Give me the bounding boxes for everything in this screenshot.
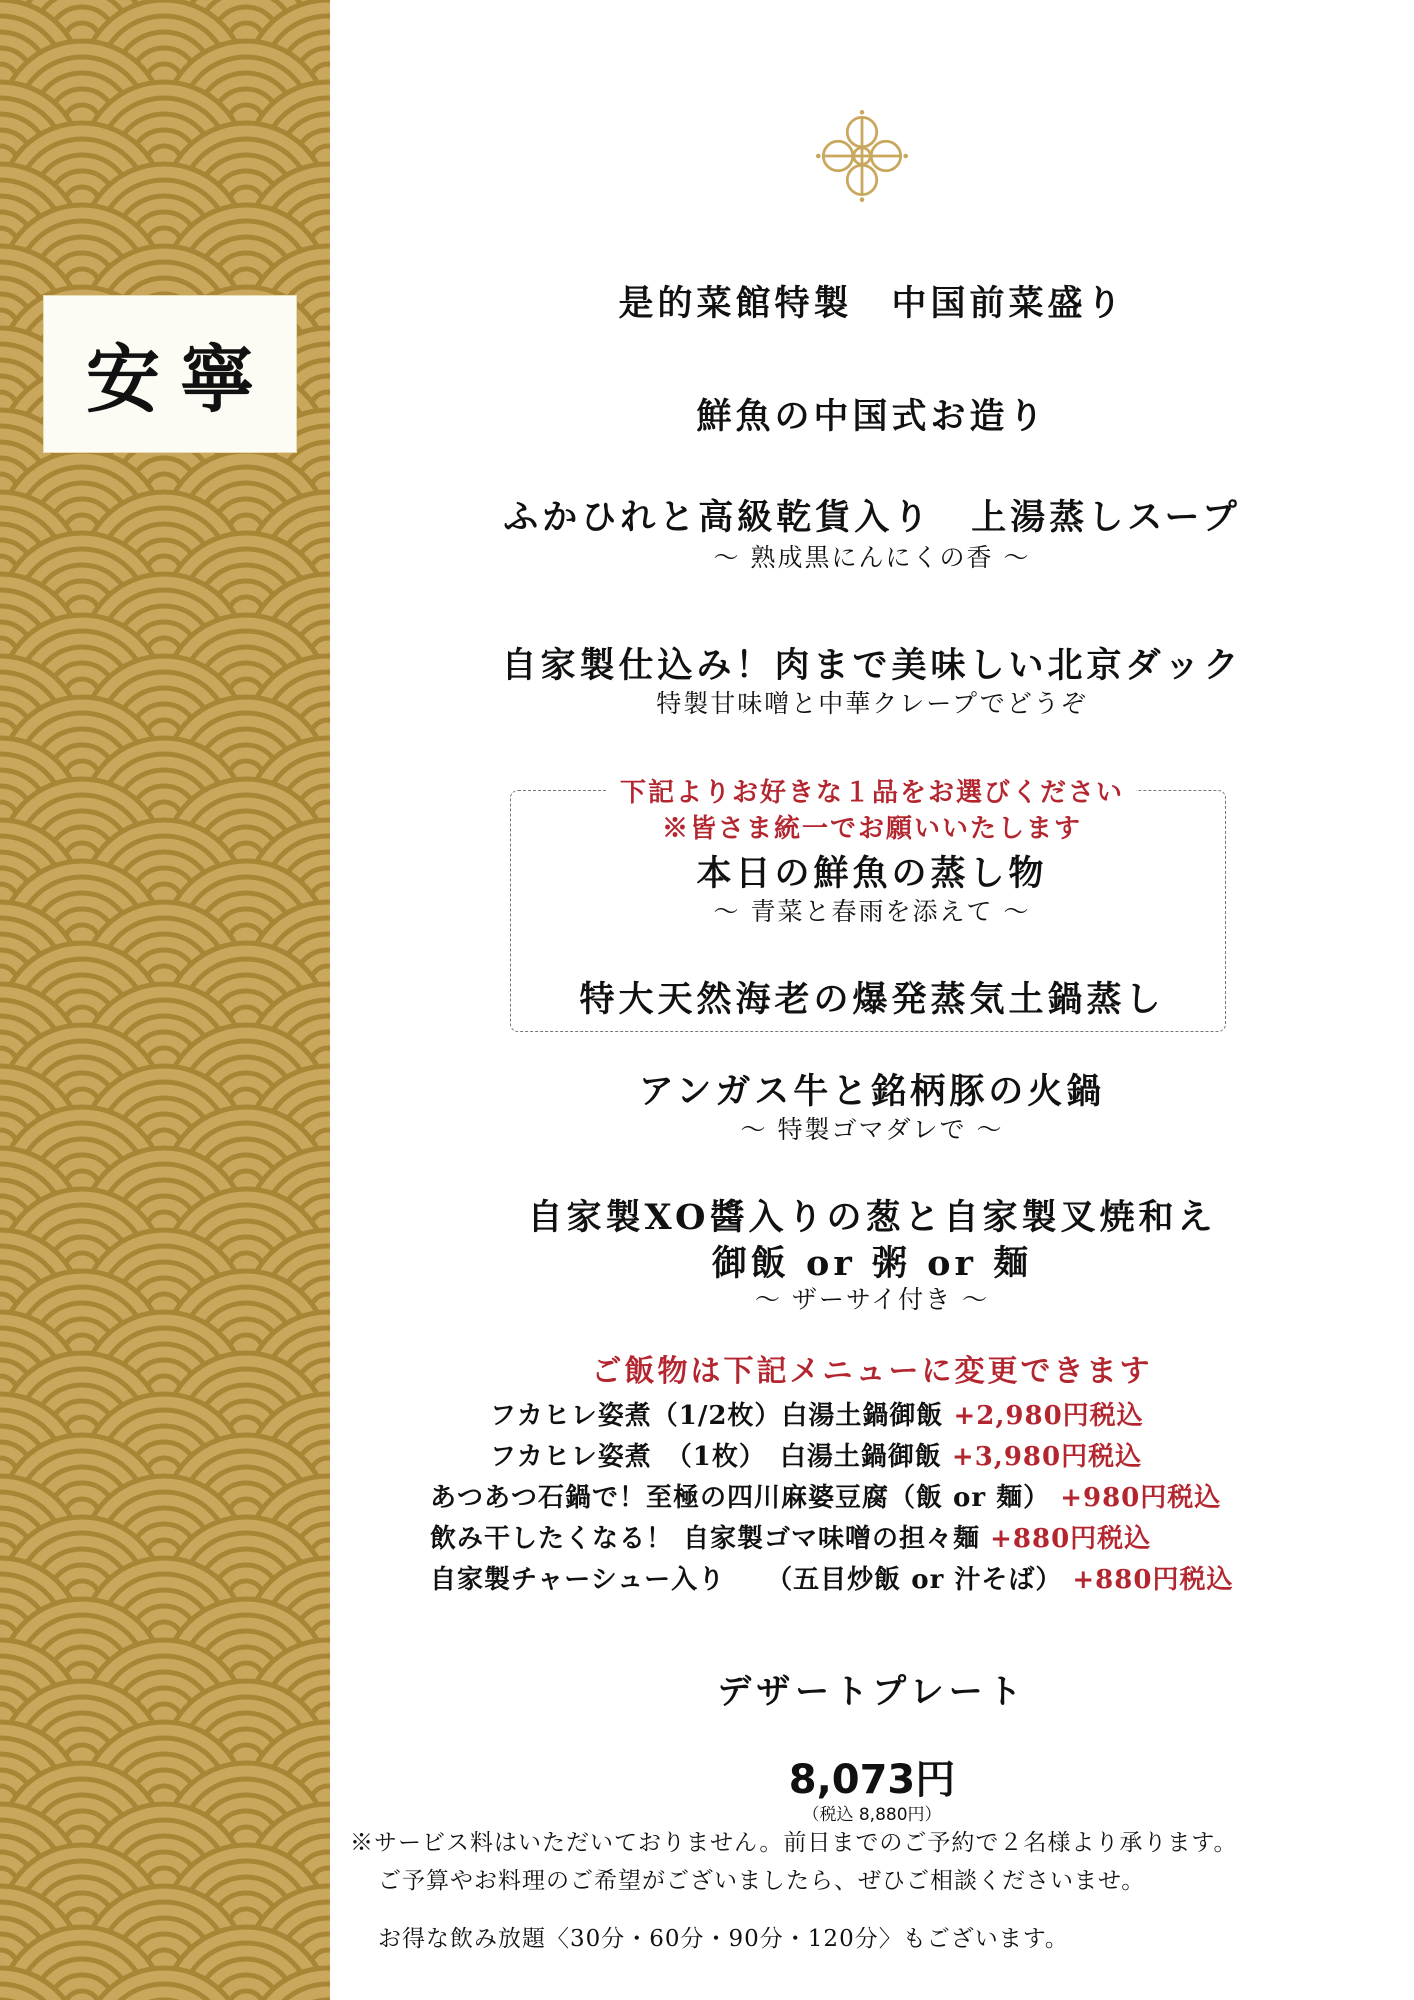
course-price-tax: （税込 8,880円） xyxy=(802,1805,942,1825)
upgrade-item-price: +980円税込 xyxy=(1060,1483,1222,1513)
course-peking-duck: 自家製仕込み！肉まで美味しい北京ダック xyxy=(501,645,1243,686)
course-rice-options: 御飯 or 粥 or 麺 xyxy=(711,1243,1033,1284)
course-hotpot: アンガス牛と銘柄豚の火鍋 xyxy=(638,1071,1106,1112)
upgrade-item-price: +3,980円税込 xyxy=(951,1442,1143,1472)
upgrade-item xyxy=(430,1559,1233,1596)
upgrade-item-name: フカヒレ姿煮 （1枚） 白湯土鍋御飯 xyxy=(490,1442,942,1472)
course-rice-note: ～ ザーサイ付き ～ xyxy=(754,1285,990,1314)
course-price: 8,073円 xyxy=(788,1757,956,1803)
upgrade-item-name: あつあつ石鍋で！至極の四川麻婆豆腐（飯 or 麺） xyxy=(430,1483,1051,1513)
footnote-consult: ご予算やお料理のご希望がございましたら、ぜひご相談くださいませ。 xyxy=(378,1868,1146,1894)
choice-option-fish-note: ～ 青菜と春雨を添えて ～ xyxy=(713,897,1031,926)
upgrade-item xyxy=(430,1477,1221,1514)
course-rice: 自家製XO醬入りの葱と自家製叉焼和え xyxy=(527,1197,1217,1238)
course-soup-note: ～ 熟成黒にんにくの香 ～ xyxy=(713,543,1031,572)
upgrade-item xyxy=(490,1395,1144,1432)
upgrade-item-price: +880円税込 xyxy=(990,1524,1152,1554)
upgrade-item-name: フカヒレ姿煮（1/2枚）白湯土鍋御飯 xyxy=(490,1401,944,1431)
course-hotpot-note: ～ 特製ゴマダレで ～ xyxy=(740,1115,1004,1144)
upgrade-item xyxy=(430,1518,1151,1555)
choice-option-fish: 本日の鮮魚の蒸し物 xyxy=(696,853,1048,894)
course-dessert: デザートプレート xyxy=(717,1672,1027,1712)
course-appetizer: 是的菜館特製 中国前菜盛り xyxy=(618,283,1126,324)
side-panel xyxy=(0,0,330,2000)
choice-sub-header: ※皆さま統一でお願いいたします xyxy=(661,814,1082,844)
footnote-service: ※サービス料はいただいておりません。前日までのご予約で２名様より承ります。 xyxy=(350,1830,1238,1856)
course-sashimi: 鮮魚の中国式お造り xyxy=(696,396,1048,437)
upgrade-item-name: 飲み干したくなる！ 自家製ゴマ味噌の担々麺 xyxy=(430,1524,981,1554)
upgrade-header: ご飯物は下記メニューに変更できます xyxy=(591,1354,1153,1389)
upgrade-item-price: +880円税込 xyxy=(1072,1565,1234,1595)
choice-header: 下記よりお好きな１品をお選びください xyxy=(330,772,1414,809)
menu-title: 安寧 xyxy=(86,337,274,423)
menu-title-box xyxy=(44,296,296,452)
upgrade-item xyxy=(490,1436,1142,1473)
footnote-drinks: お得な飲み放題〈30分・60分・90分・120分〉もございます。 xyxy=(378,1926,1069,1952)
gold-floral-crest-icon xyxy=(816,110,908,202)
upgrade-item-price: +2,980円税込 xyxy=(953,1401,1144,1431)
upgrade-item-name: 自家製チャーシュー入り （五目炒飯 or 汁そば） xyxy=(430,1565,1063,1595)
course-peking-duck-note: 特製甘味噌と中華クレープでどうぞ xyxy=(656,689,1088,718)
course-soup: ふかひれと高級乾貨入り 上湯蒸しスープ xyxy=(503,497,1241,538)
menu-content xyxy=(330,0,1414,2000)
choice-option-prawn: 特大天然海老の爆発蒸気土鍋蒸し xyxy=(579,979,1165,1020)
